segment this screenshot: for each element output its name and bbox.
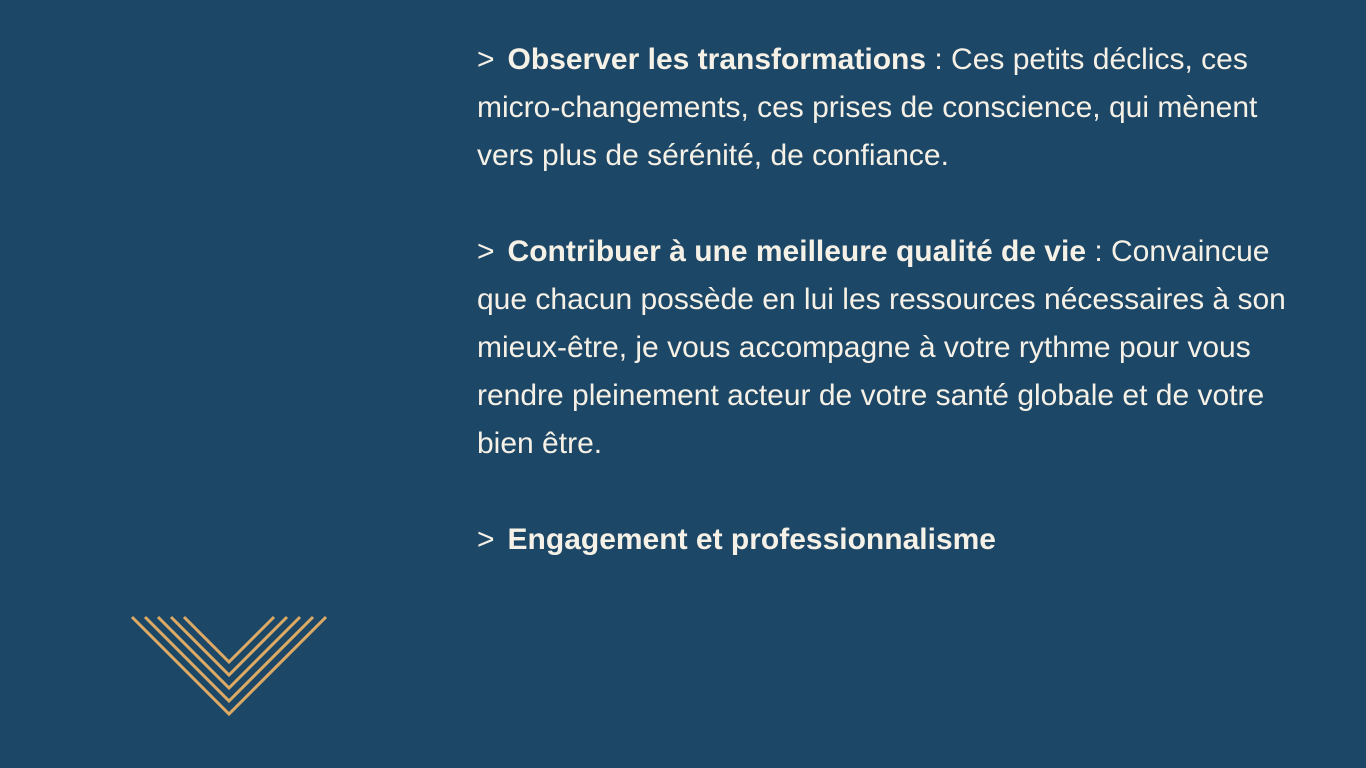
paragraph-title: Observer les transformations bbox=[507, 43, 927, 76]
paragraph-title: Contribuer à une meilleure qualité de vie bbox=[507, 235, 1087, 268]
bullet-marker: > bbox=[477, 523, 495, 556]
paragraph-first-line bbox=[477, 36, 1357, 84]
paragraph-text: rendre pleinement acteur de votre santé globale et de votre bbox=[477, 379, 1265, 412]
paragraph-text: : Convaincue bbox=[1086, 235, 1270, 268]
text-block bbox=[477, 36, 1357, 612]
paragraph-text: que chacun possède en lui les ressources nécessaires à son bbox=[477, 283, 1286, 316]
paragraph-text: bien être. bbox=[477, 427, 603, 460]
paragraph-title: Engagement et professionnalisme bbox=[507, 523, 996, 556]
paragraph-contribuer bbox=[477, 228, 1357, 468]
bullet-marker: > bbox=[477, 43, 495, 76]
paragraph-observer bbox=[477, 36, 1357, 180]
paragraph-text: micro-changements, ces prises de conscience, qui mènent bbox=[477, 91, 1258, 124]
paragraph-first-line bbox=[477, 516, 1357, 564]
nested-chevron-logo-icon bbox=[125, 610, 335, 725]
paragraph-first-line bbox=[477, 228, 1357, 276]
paragraph-text: vers plus de sérénité, de confiance. bbox=[477, 139, 949, 172]
paragraph-text: mieux-être, je vous accompagne à votre rythme pour vous bbox=[477, 331, 1251, 364]
bullet-marker: > bbox=[477, 235, 495, 268]
paragraph-text: : Ces petits déclics, ces bbox=[926, 43, 1248, 76]
paragraph-engagement bbox=[477, 516, 1357, 564]
